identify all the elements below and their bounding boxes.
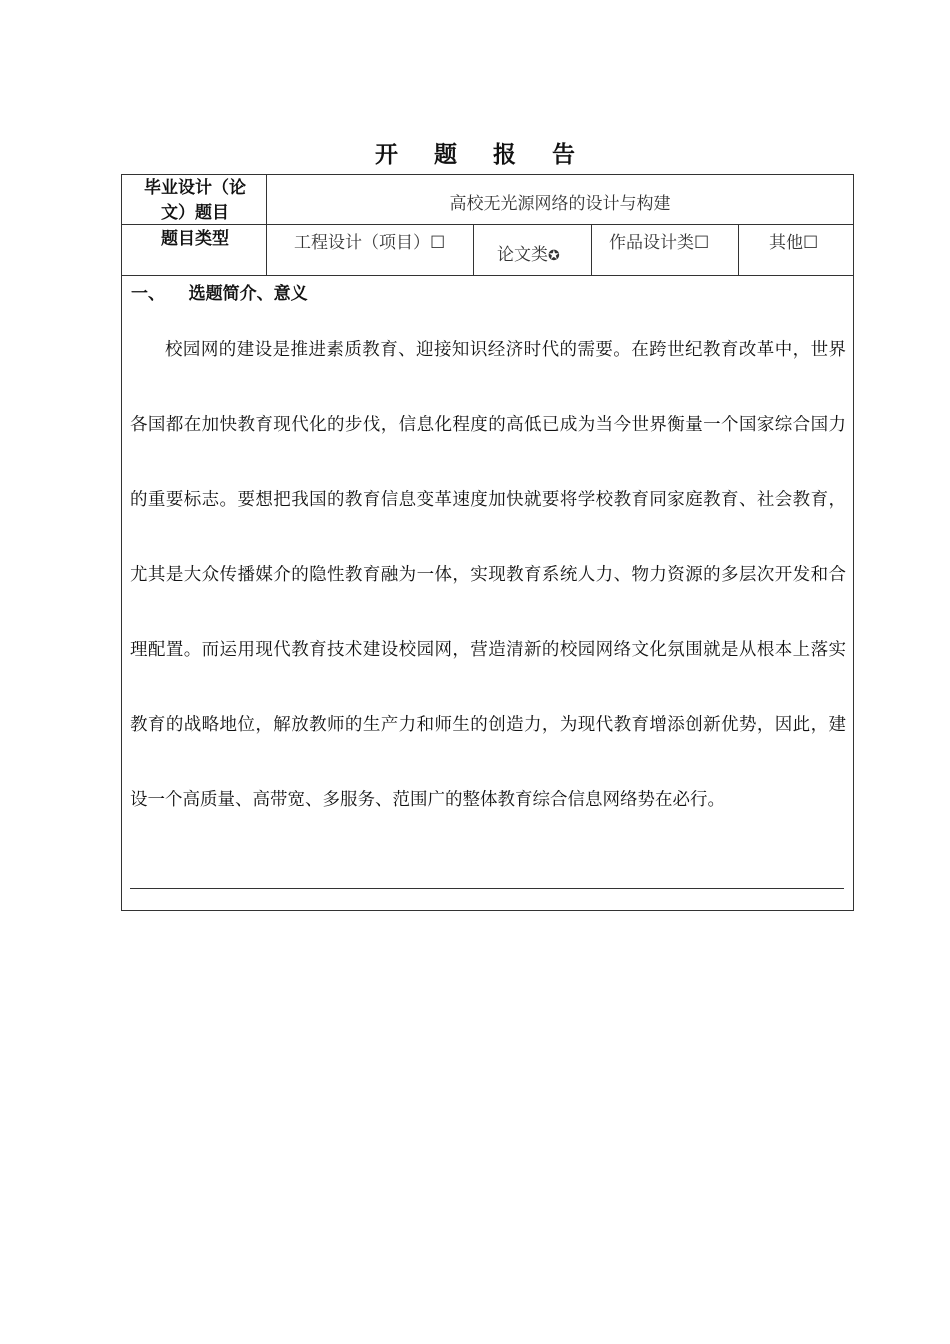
type-option-work-design[interactable] xyxy=(609,228,709,253)
type-option-label: 作品设计类 xyxy=(609,233,694,253)
checkbox-icon[interactable]: ☐ xyxy=(803,233,819,253)
checked-mark-icon[interactable]: ✪ xyxy=(548,248,560,264)
topic-label: 毕业设计（论文）题目 xyxy=(144,178,246,223)
type-option-label: 论文类 xyxy=(497,245,548,265)
column-divider xyxy=(738,225,739,275)
section-body: 校园网的建设是推进素质教育、迎接知识经济时代的需要。在跨世纪教育改革中，世界各国都在加快教育现代化的步伐，信息化程度的高低已成为当今世界衡量一个国家综合国力的重要标志。要想把我国的教育信息变革速度加快就要将学校教育同家庭教育、社会教育，尤其是大众传播媒介的隐性教育融为一体，实现教育系统人力、物力资源的多层次开发和合理配置。而运用现代教育技术建设校园网，营造清新的校园网络文化氛围就是从根本上落实教育的战略地位，解放教师的生产力和师生的创造力，为现代教育增添创新优势，因此，建设一个高质量、高带宽、多服务、范围广的整体教育综合信息网络势在必行。 xyxy=(130,340,846,810)
type-option-thesis[interactable] xyxy=(497,240,560,265)
type-label: 题目类型 xyxy=(161,229,229,249)
section-heading: 一、 选题简介、意义 xyxy=(131,284,308,304)
column-divider xyxy=(591,225,592,275)
checkbox-icon[interactable]: ☐ xyxy=(430,233,446,253)
checkbox-icon[interactable]: ☐ xyxy=(694,233,710,253)
type-option-label: 其他 xyxy=(769,233,803,253)
type-option-engineering[interactable] xyxy=(294,228,445,253)
topic-value: 高校无光源网络的设计与构建 xyxy=(449,194,671,214)
type-option-label: 工程设计（项目） xyxy=(294,233,430,253)
column-divider xyxy=(473,225,474,275)
row-divider xyxy=(122,275,853,276)
type-option-other[interactable] xyxy=(769,228,818,253)
page-title: 开 题 报 告 xyxy=(374,142,590,168)
section-divider xyxy=(130,888,844,889)
proposal-table xyxy=(121,174,854,911)
